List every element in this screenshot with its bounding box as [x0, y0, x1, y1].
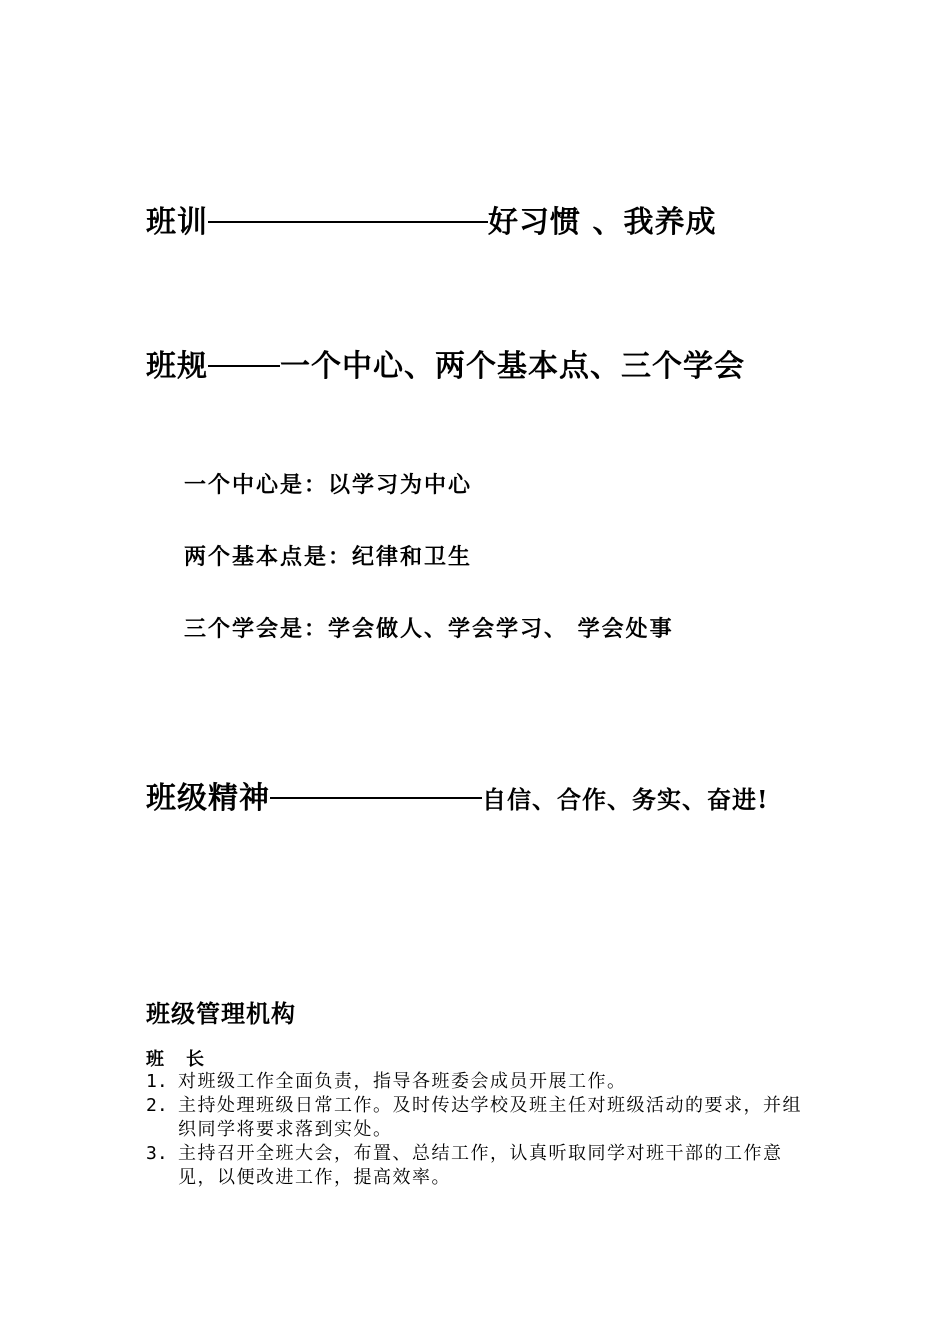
spirit-dash: [270, 797, 482, 799]
spirit-line: [146, 779, 769, 820]
duty-text: 对班级工作全面负责，指导各班委会成员开展工作。: [178, 1071, 627, 1092]
motto-line: [146, 203, 716, 243]
duty-list: [146, 1070, 816, 1190]
duty-item: [146, 1094, 816, 1142]
duty-number: 1.: [146, 1071, 168, 1092]
rule-item-2: 两个基本点是：纪律和卫生: [184, 544, 473, 570]
motto-value: 好习惯 、我养成: [488, 205, 717, 240]
motto-label: 班训: [146, 205, 208, 240]
rules-dash: [208, 365, 280, 367]
rules-label: 班规: [146, 349, 208, 384]
spirit-value: 自信、合作、务实、奋进!: [482, 785, 769, 814]
spirit-label: 班级精神: [146, 781, 270, 816]
duty-text: 主持召开全班大会，布置、总结工作，认真听取同学对班干部的工作意见，以便改进工作，提高效率。: [178, 1143, 783, 1188]
role-heading: 班长: [146, 1049, 226, 1070]
rule-item-1: 一个中心是：以学习为中心: [184, 472, 473, 498]
duty-number: 3.: [146, 1143, 168, 1164]
motto-dash: [208, 221, 488, 223]
duty-item: [146, 1142, 816, 1190]
duty-number: 2.: [146, 1095, 168, 1116]
rule-item-3: 三个学会是：学会做人、学会学习、 学会处事: [184, 616, 674, 642]
rules-value: 一个中心、两个基本点、三个学会: [280, 349, 745, 384]
rules-line: [146, 347, 745, 387]
duty-text: 主持处理班级日常工作。及时传达学校及班主任对班级活动的要求，并组织同学将要求落到实处。: [178, 1095, 802, 1140]
management-heading: 班级管理机构: [146, 999, 296, 1028]
duty-item: [146, 1070, 816, 1094]
